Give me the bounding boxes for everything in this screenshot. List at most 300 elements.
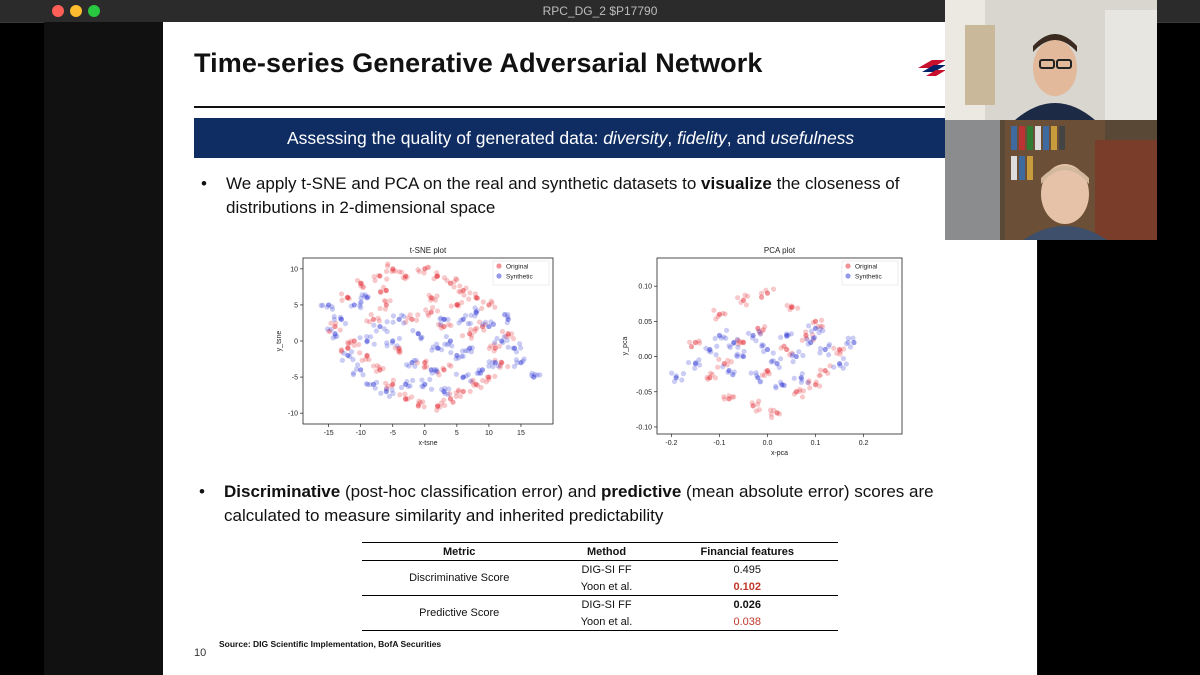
bullet-dot: • (199, 482, 205, 501)
data-point (514, 349, 519, 354)
data-point (463, 286, 468, 291)
data-point (806, 341, 811, 346)
data-point (430, 296, 435, 301)
data-point (474, 310, 479, 315)
banner-sep1: , (667, 128, 678, 148)
data-point (384, 277, 389, 282)
data-point (669, 371, 674, 376)
legend-marker (845, 273, 850, 278)
section-banner (194, 118, 1014, 158)
data-point (692, 366, 697, 371)
data-point (790, 352, 795, 357)
banner-prefix: Assessing the quality of generated data: (287, 128, 604, 148)
data-point (438, 316, 443, 321)
chart-title: PCA plot (763, 246, 796, 255)
data-point (725, 370, 730, 375)
data-point (404, 362, 409, 367)
data-point (771, 287, 776, 292)
data-point (474, 326, 479, 331)
data-point (760, 372, 765, 377)
data-point (447, 362, 452, 367)
data-point (349, 349, 354, 354)
data-point (418, 336, 423, 341)
x-tick-label: -0.2 (665, 440, 678, 447)
data-point (395, 343, 400, 348)
data-point (429, 387, 434, 392)
method-cell: DIG-SI FF (581, 563, 632, 576)
data-point (753, 370, 758, 375)
data-point (350, 357, 355, 362)
data-point (689, 344, 694, 349)
y-axis-label: y_tsne (276, 330, 283, 352)
data-point (444, 278, 449, 283)
data-point (383, 381, 388, 386)
data-point (458, 394, 463, 399)
data-point (354, 367, 359, 372)
data-point (841, 356, 846, 361)
data-point (419, 384, 424, 389)
data-point (814, 379, 819, 384)
legend-label: Synthetic (855, 273, 882, 281)
banner-term-usefulness: usefulness (770, 128, 855, 148)
data-point (735, 345, 740, 350)
data-point (505, 338, 510, 343)
data-point (427, 377, 432, 382)
data-point (364, 339, 369, 344)
data-point (714, 352, 719, 357)
bullet2-mid2: (mean absolute error) scores are calculated to measure similarity and inherited predictability (224, 482, 934, 525)
data-point (364, 354, 369, 359)
data-point (755, 402, 760, 407)
data-point (357, 350, 362, 355)
data-point (355, 362, 360, 367)
data-point (784, 334, 789, 339)
value-cell: 0.026 (733, 598, 762, 611)
data-point (735, 295, 740, 300)
data-point (449, 343, 454, 348)
bullet2-mid1: (post-hoc classification error) and (340, 482, 602, 501)
data-point (376, 316, 381, 321)
data-point (391, 378, 396, 383)
data-point (440, 366, 445, 371)
data-point (460, 333, 465, 338)
data-point (826, 352, 831, 357)
data-point (750, 335, 755, 340)
data-point (410, 378, 415, 383)
data-point (697, 362, 702, 367)
data-point (439, 326, 444, 331)
data-point (468, 313, 473, 318)
legend-marker (496, 263, 501, 268)
tsne-scatter-chart (275, 238, 565, 460)
x-axis-label: x-tsne (418, 440, 438, 447)
data-point (381, 366, 386, 371)
participant-video-1[interactable] (945, 0, 1157, 120)
data-point (444, 334, 449, 339)
data-point (338, 315, 343, 320)
data-point (374, 380, 379, 385)
data-point (334, 334, 339, 339)
data-point (426, 313, 431, 318)
data-point (468, 389, 473, 394)
data-point (481, 328, 486, 333)
data-point (414, 318, 419, 323)
data-point (469, 332, 474, 337)
data-point (765, 369, 770, 374)
data-point (746, 331, 751, 336)
y-tick-label: 0.05 (638, 318, 652, 326)
x-tick-label: 0 (422, 430, 427, 437)
data-point (486, 324, 491, 329)
data-point (383, 288, 388, 293)
x-tick-label: 5 (454, 430, 459, 437)
data-point (716, 357, 721, 362)
data-point (448, 323, 453, 328)
metric-cell: Discriminative Score (362, 561, 556, 596)
data-point (451, 284, 456, 289)
bullet-scores (199, 480, 984, 528)
data-point (771, 350, 776, 355)
data-point (378, 306, 383, 311)
data-point (389, 387, 394, 392)
data-point (485, 374, 490, 379)
data-point (803, 329, 808, 334)
data-point (368, 334, 373, 339)
data-point (384, 340, 389, 345)
chart-title: t-SNE plot (409, 246, 447, 255)
data-point (430, 305, 435, 310)
data-point (496, 363, 501, 368)
data-point (422, 404, 427, 409)
data-point (778, 335, 783, 340)
data-point (328, 321, 333, 326)
data-point (409, 394, 414, 399)
data-point (404, 379, 409, 384)
data-point (356, 342, 361, 347)
x-tick-label: -0.1 (713, 440, 726, 447)
data-point (359, 281, 364, 286)
slide (163, 22, 1037, 675)
bullet1-pre: We apply t-SNE and PCA on the real and synthetic datasets to (226, 174, 702, 193)
data-point (401, 314, 406, 319)
data-point (466, 321, 471, 326)
bullet-visualize (201, 172, 946, 220)
page-number: 10 (194, 647, 207, 659)
participant-video-2[interactable] (945, 120, 1157, 240)
x-tick-label: 0.0 (762, 440, 773, 447)
data-point (749, 370, 754, 375)
x-tick-label: -10 (355, 430, 366, 437)
data-point (805, 380, 810, 385)
title-divider (194, 106, 1014, 108)
data-point (435, 308, 440, 313)
data-point (782, 344, 787, 349)
data-point (681, 371, 686, 376)
data-point (715, 365, 720, 370)
data-point (846, 340, 851, 345)
data-point (385, 264, 390, 269)
data-point (483, 320, 488, 325)
data-point (490, 360, 495, 365)
data-point (512, 364, 517, 369)
data-point (720, 364, 725, 369)
data-point (425, 265, 430, 270)
data-point (491, 348, 496, 353)
x-tick-label: -5 (389, 430, 396, 437)
data-point (697, 340, 702, 345)
data-point (758, 379, 763, 384)
data-point (848, 344, 853, 349)
data-point (492, 305, 497, 310)
data-point (809, 329, 814, 334)
data-point (758, 331, 763, 336)
x-axis-label: x-pca (770, 450, 789, 457)
data-point (728, 345, 733, 350)
data-point (704, 375, 709, 380)
x-tick-label: 15 (517, 430, 525, 437)
banner-term-diversity: diversity (603, 128, 668, 148)
data-point (405, 274, 410, 279)
data-point (442, 391, 447, 396)
metric-cell: Predictive Score (362, 596, 556, 631)
data-point (431, 276, 436, 281)
data-point (384, 386, 389, 391)
data-point (721, 394, 726, 399)
data-point (384, 319, 389, 324)
data-point (505, 312, 510, 317)
data-point (378, 391, 383, 396)
y-tick-label: -0.05 (636, 389, 652, 397)
data-point (750, 400, 755, 405)
data-point (735, 351, 740, 356)
value-cell: 0.495 (733, 563, 762, 576)
data-point (358, 335, 363, 340)
data-point (741, 349, 746, 354)
data-point (763, 288, 768, 293)
data-point (672, 379, 677, 384)
legend-label: Synthetic (506, 273, 533, 281)
data-point (771, 358, 776, 363)
data-point (347, 296, 352, 301)
data-point (726, 393, 731, 398)
data-point (518, 345, 523, 350)
data-point (744, 302, 749, 307)
data-point (799, 380, 804, 385)
bullet-dot: • (201, 174, 207, 193)
data-point (679, 377, 684, 382)
data-point (364, 318, 369, 323)
data-point (479, 306, 484, 311)
legend-label: Original (855, 263, 878, 271)
data-point (401, 320, 406, 325)
data-point (374, 369, 379, 374)
legend-marker (496, 273, 501, 278)
data-point (413, 358, 418, 363)
y-tick-label: 5 (294, 302, 298, 310)
data-point (816, 330, 821, 335)
x-tick-label: -15 (323, 430, 334, 437)
data-point (735, 337, 740, 342)
data-point (761, 343, 766, 348)
data-point (468, 378, 473, 383)
data-point (818, 367, 823, 372)
data-point (407, 383, 412, 388)
data-point (402, 391, 407, 396)
data-point (325, 304, 330, 309)
data-point (399, 385, 404, 390)
data-point (441, 397, 446, 402)
data-point (725, 362, 730, 367)
data-point (456, 289, 461, 294)
data-point (346, 341, 351, 346)
data-point (460, 348, 465, 353)
data-point (341, 351, 346, 356)
data-point (759, 295, 764, 300)
data-point (472, 305, 477, 310)
y-tick-label: 10 (290, 266, 298, 274)
data-point (535, 372, 540, 377)
data-point (460, 375, 465, 380)
data-point (711, 308, 716, 313)
banner-sep2: , and (726, 128, 771, 148)
data-point (384, 269, 389, 274)
source-note: Source: DIG Scientific Implementation, BofA Securities (219, 639, 442, 649)
data-point (412, 364, 417, 369)
data-point (382, 326, 387, 331)
data-point (790, 359, 795, 364)
data-point (466, 296, 471, 301)
method-cell: DIG-SI FF (581, 598, 632, 611)
data-point (471, 383, 476, 388)
data-point (789, 331, 794, 336)
data-point (349, 303, 354, 308)
data-point (456, 303, 461, 308)
data-point (423, 358, 428, 363)
data-point (714, 344, 719, 349)
data-point (686, 360, 691, 365)
data-point (371, 323, 376, 328)
x-tick-label: 0.2 (858, 440, 869, 447)
y-tick-label: -10 (287, 410, 298, 418)
data-point (484, 379, 489, 384)
scores-table (362, 542, 838, 631)
data-point (514, 357, 519, 362)
data-point (376, 273, 381, 278)
data-point (811, 336, 816, 341)
data-point (811, 320, 816, 325)
data-point (800, 353, 805, 358)
header-financial-features: Financial features (657, 543, 838, 561)
data-point (429, 348, 434, 353)
data-point (364, 381, 369, 386)
data-point (469, 349, 474, 354)
slide-title: Time-series Generative Adversarial Network (194, 48, 763, 78)
data-point (415, 267, 420, 272)
bullet2-bold2: predictive (601, 482, 682, 501)
value-cell: 0.038 (657, 613, 838, 631)
bullet1-bold: visualize (701, 174, 772, 193)
data-point (706, 348, 711, 353)
data-point (397, 392, 402, 397)
data-point (831, 346, 836, 351)
window-title: RPC_DG_2 $P17790 (542, 4, 658, 18)
data-point (475, 295, 480, 300)
data-point (450, 399, 455, 404)
data-point (844, 361, 849, 366)
data-point (421, 270, 426, 275)
data-point (338, 327, 343, 332)
data-point (806, 323, 811, 328)
data-point (481, 299, 486, 304)
data-point (477, 367, 482, 372)
data-point (738, 300, 743, 305)
participant-2-image (945, 120, 1157, 240)
data-point (530, 371, 535, 376)
data-point (461, 389, 466, 394)
data-point (340, 298, 345, 303)
data-point (807, 385, 812, 390)
data-point (500, 329, 505, 334)
data-point (777, 411, 782, 416)
data-point (360, 372, 365, 377)
data-point (371, 363, 376, 368)
data-point (439, 347, 444, 352)
data-point (454, 372, 459, 377)
participant-1-image (945, 0, 1157, 120)
data-point (825, 371, 830, 376)
data-point (819, 318, 824, 323)
data-point (456, 387, 461, 392)
data-point (415, 312, 420, 317)
data-point (797, 387, 802, 392)
data-point (329, 304, 334, 309)
data-point (383, 299, 388, 304)
data-point (795, 306, 800, 311)
data-point (435, 404, 440, 409)
data-point (438, 321, 443, 326)
table-row (362, 596, 838, 614)
data-point (432, 367, 437, 372)
data-point (785, 303, 790, 308)
data-point (456, 320, 461, 325)
banner-term-fidelity: fidelity (677, 128, 727, 148)
data-point (674, 373, 679, 378)
bullet1-post: the closeness of distributions in 2-dimensional space (226, 174, 900, 217)
data-point (773, 384, 778, 389)
data-point (369, 312, 374, 317)
data-point (446, 386, 451, 391)
data-point (724, 328, 729, 333)
data-point (468, 327, 473, 332)
data-point (800, 371, 805, 376)
data-point (818, 346, 823, 351)
data-point (742, 293, 747, 298)
method-cell: Yoon et al. (556, 613, 656, 631)
data-point (713, 336, 718, 341)
y-tick-label: -5 (291, 374, 298, 382)
data-point (358, 296, 363, 301)
y-tick-label: -0.10 (636, 424, 652, 432)
method-cell: Yoon et al. (556, 578, 656, 596)
banner-text (287, 118, 854, 158)
data-point (391, 313, 396, 318)
legend-label: Original (506, 263, 529, 271)
data-point (522, 356, 527, 361)
data-point (718, 335, 723, 340)
data-point (452, 279, 457, 284)
data-point (424, 364, 429, 369)
data-point (778, 356, 783, 361)
